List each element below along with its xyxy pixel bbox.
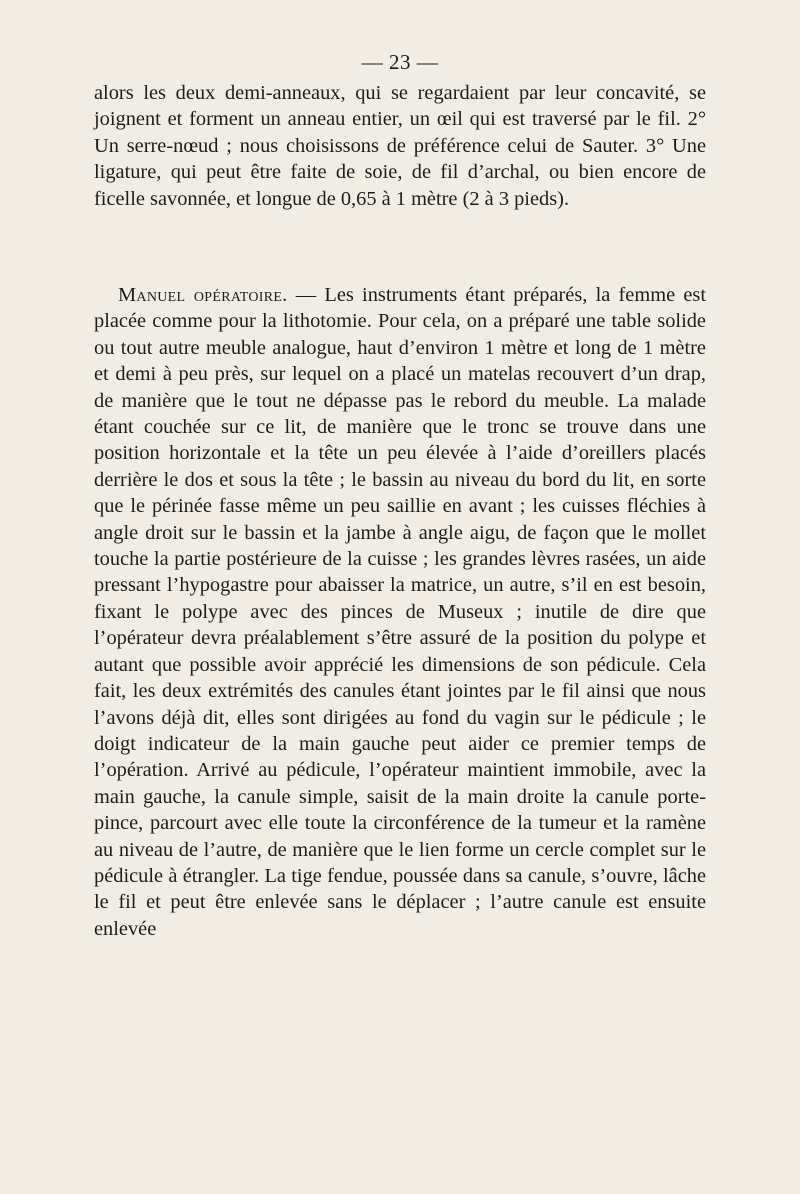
paragraph-text: alors les deux demi-anneaux, qui se regardaient par leur concavité, se joignent et forment un anneau entier, un œil qui est traversé par le fil. 2° Un serre-nœud ; nous choisissons de préférence celui de Sauter. 3° Une ligature, qui peut être faite de soie, de fil d’archal, ou bien encore de ficelle savonnée, et longue de 0,65 à 1 mètre (2 à 3 pieds). bbox=[94, 82, 706, 210]
section-heading: Manuel opératoire. bbox=[118, 284, 288, 306]
paragraph-body bbox=[94, 282, 706, 942]
paragraph-manuel-operatoire bbox=[94, 282, 706, 942]
paragraph-instruments bbox=[94, 80, 706, 212]
page-number: — 23 — bbox=[361, 50, 439, 74]
paragraph-text: — Les instruments étant préparés, la femme est placée comme pour la lithotomie. Pour cela, on a préparé une table solide ou tout autre meuble analogue, haut d’environ 1 mètre et long de 1 mètre et demi à peu près, sur lequel on a placé un matelas recouvert d’un drap, de manière que le tout ne dépasse pas le rebord du meuble. La malade étant couchée sur ce lit, de manière que le tronc se trouve dans une position horizontale et la tête un peu élevée à l’aide d’oreillers placés derrière le dos et sous la tête ; le bassin au niveau du bord du lit, en sorte que le périnée fasse même un peu saillie en avant ; les cuisses fléchies à angle droit sur le bassin et la jambe à angle aigu, de façon que le mollet touche la partie postérieure de la cuisse ; les grandes lèvres rasées, un aide pressant l’hypogastre pour abaisser la matrice, un autre, s’il en est besoin, fixant le polype avec des pinces de Museux ; inutile de dire que l’opérateur devra préalablement s’être assuré de la position du polype et autant que possible avoir apprécié les dimensions de son pédicule. Cela fait, les deux extrémités des canules étant jointes par le fil ainsi que nous l’avons déjà dit, elles sont dirigées au fond du vagin sur le pédicule ; le doigt indicateur de la main gauche peut aider ce premier temps de l’opération. Arrivé au pédicule, l’opérateur maintient immobile, avec la main gauche, la canule simple, saisit de la main droite la canule porte-pince, parcourt avec elle toute la circonférence de la tumeur et la ramène au niveau de l’autre, de manière que le lien forme un cercle complet sur le pédicule à étrangler. La tige fendue, poussée dans sa canule, s’ouvre, lâche le fil et peut être enlevée sans le déplacer ; l’autre canule est ensuite enlevée bbox=[94, 284, 706, 940]
